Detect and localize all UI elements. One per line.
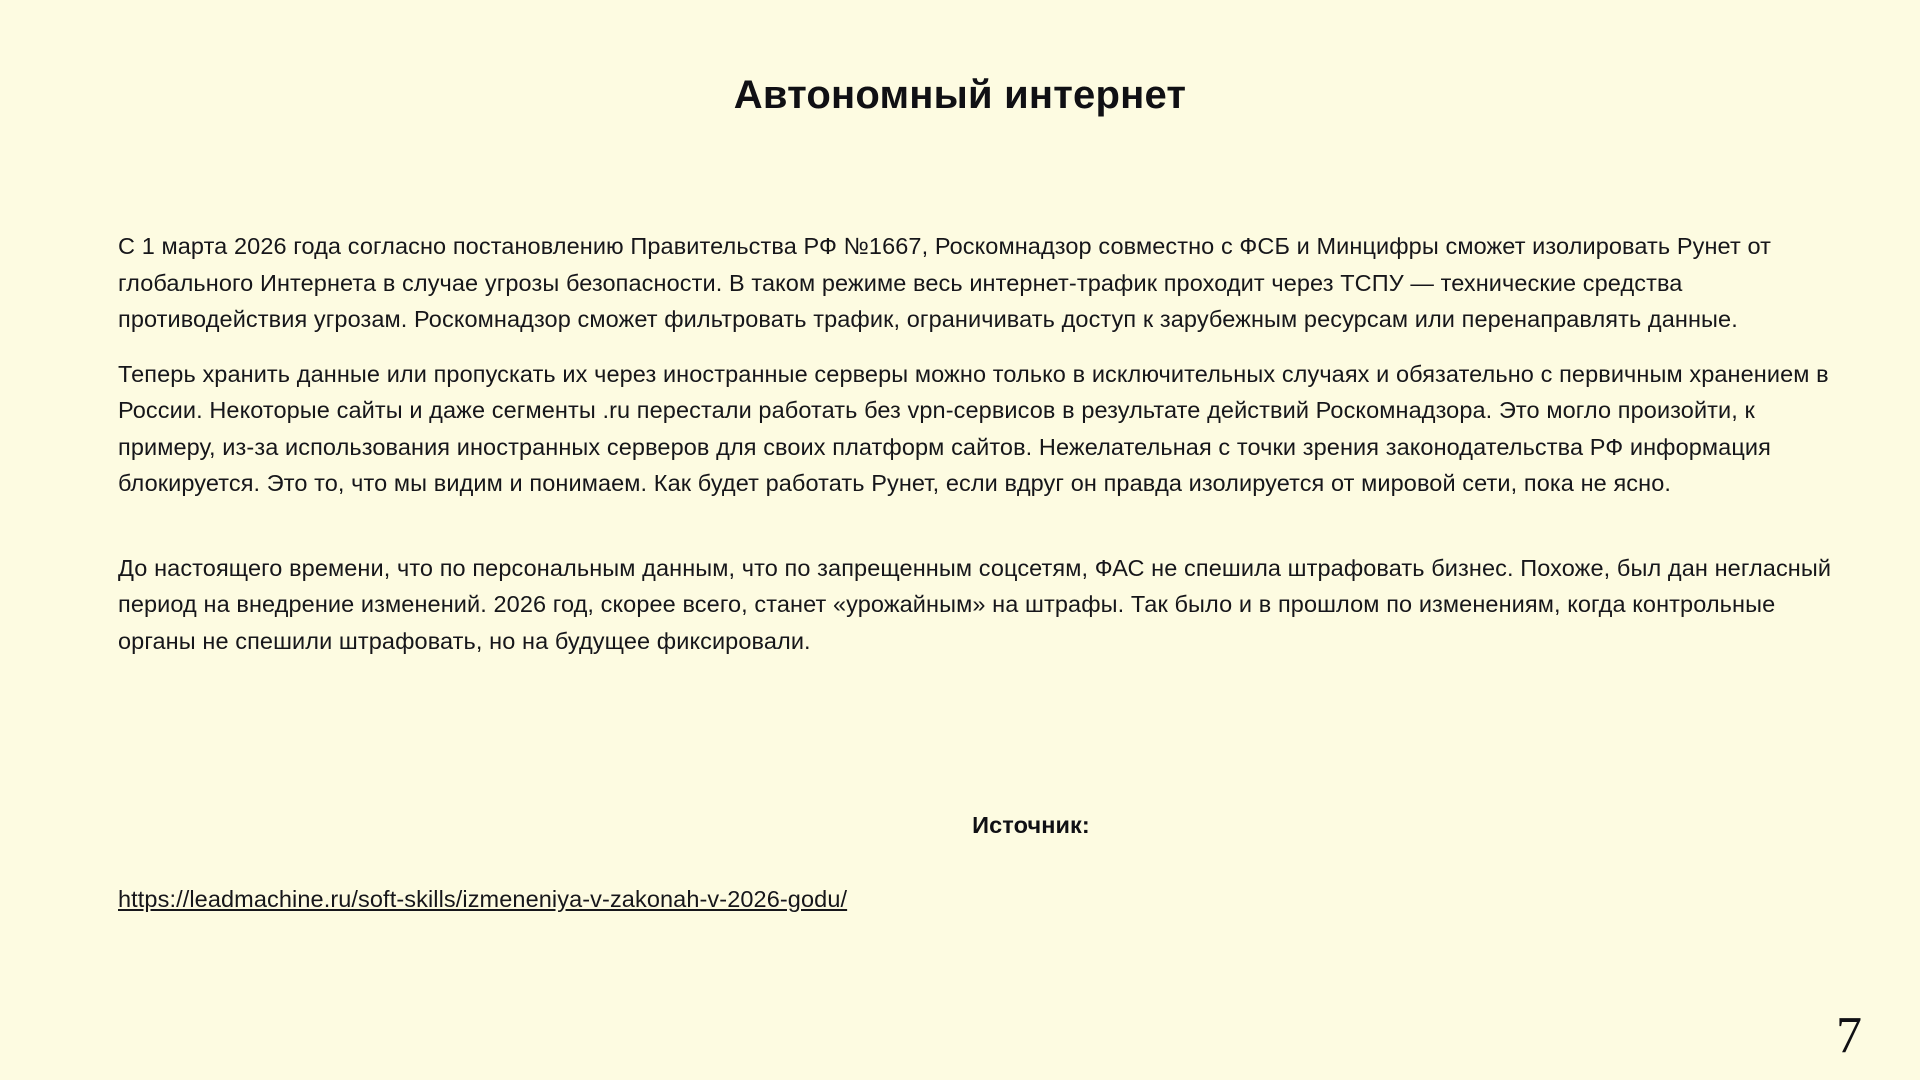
paragraph-1: С 1 марта 2026 года согласно постановлению Правительства РФ №1667, Роскомнадзор совместно с ФСБ и Минцифры сможет изолировать Рунет от глобального Интернета в случае угрозы безопасности. В таком режиме весь интернет-трафик проходит через ТСПУ — технические средства противодействия угрозам. Роскомнадзор сможет фильтровать трафик, ограничивать доступ к зарубежным ресурсам или перенаправлять данные. [118, 233, 1771, 332]
paragraph-2: Теперь хранить данные или пропускать их через иностранные серверы можно только в исключительных случаях и обязательно с первичным хранением в России. Некоторые сайты и даже сегменты .ru перестали работать без vpn-сервисов в результате действий Роскомнадзора. Это могло произойти, к примеру, из-за использования иностранных серверов для своих платформ сайтов. Нежелательная с точки зрения законодательства РФ информация блокируется. Это то, что мы видим и понимаем. Как будет работать Рунет, если вдруг он правда изолируется от мировой сети, пока не ясно. [118, 360, 1829, 496]
source-label: Источник: [972, 812, 1090, 838]
source-section [0, 812, 1920, 912]
source-url-link[interactable]: https://leadmachine.ru/soft-skills/izmeneniya-v-zakonah-v-2026-godu/ [118, 886, 848, 912]
page-number: 7 [1836, 1007, 1862, 1064]
page-title: Автономный интернет [733, 72, 1187, 117]
paragraph-3: До настоящего времени, что по персональным данным, что по запрещенным соцсетям, ФАС не спешила штрафовать бизнес. Похоже, был дан негласный период на внедрение изменений. 2026 год, скорее всего, станет «урожайным» на штрафы. Так было и в прошлом по изменениям, когда контрольные органы не спешили штрафовать, но на будущее фиксировали. [118, 554, 1832, 654]
source-link-row [118, 886, 847, 913]
body-content [118, 228, 1848, 659]
